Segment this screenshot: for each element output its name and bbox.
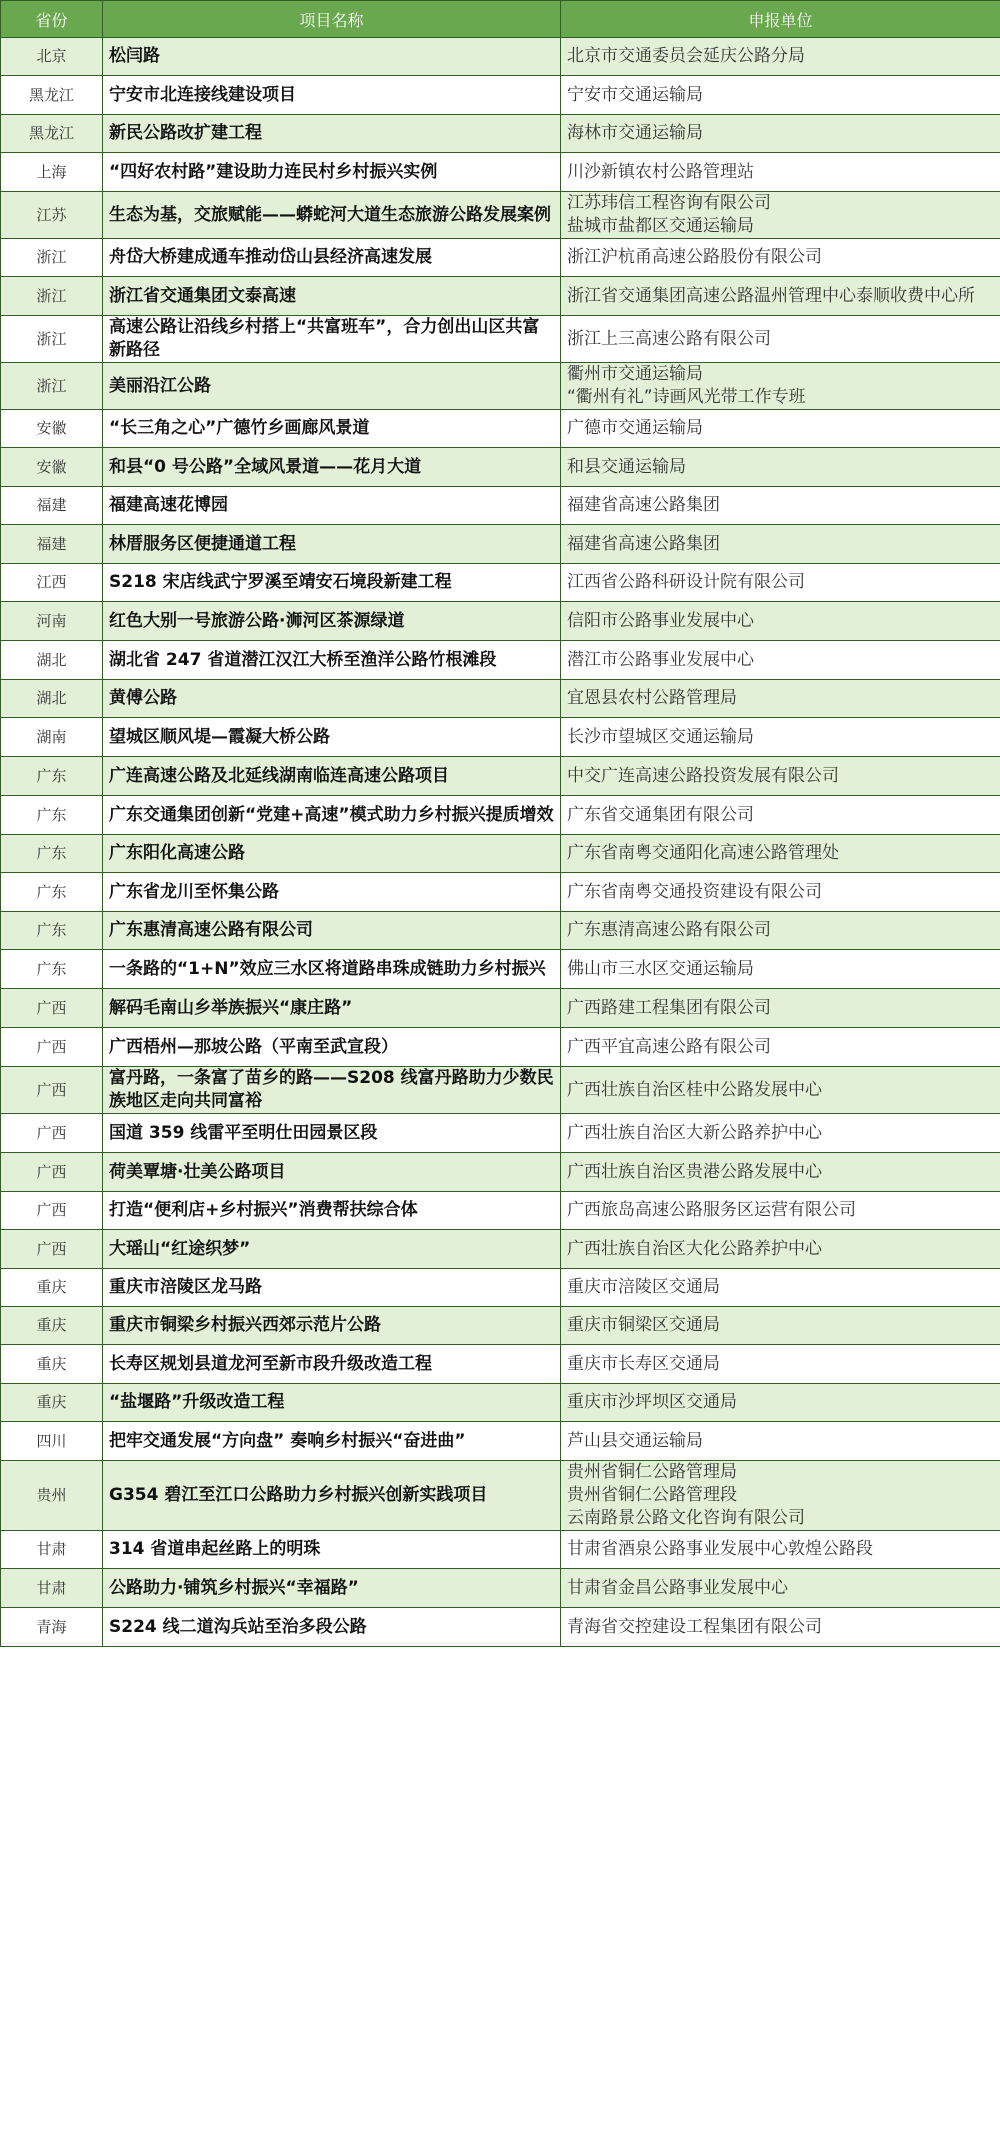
applicant-unit-line: 甘肃省酒泉公路事业发展中心敦煌公路段 — [567, 1539, 873, 1559]
province-cell: 浙江 — [1, 239, 103, 277]
applicant-unit-cell — [561, 38, 1000, 76]
applicant-unit-cell — [561, 602, 1000, 641]
province-cell: 广西 — [1, 1230, 103, 1269]
project-name-cell: 富丹路，一条富了苗乡的路——S208 线富丹路助力少数民族地区走向共同富裕 — [103, 1067, 561, 1114]
applicant-unit-line: 中交广连高速公路投资发展有限公司 — [567, 765, 839, 786]
project-name-cell: 重庆市涪陵区龙马路 — [103, 1269, 561, 1307]
project-name-cell: 舟岱大桥建成通车推动岱山县经济高速发展 — [103, 239, 561, 277]
project-name-cell: “四好农村路”建设助力连民村乡村振兴实例 — [103, 153, 561, 192]
applicant-unit-line: 云南路景公路文化咨询有限公司 — [567, 1508, 805, 1528]
applicant-unit-line: 广西旅岛高速公路服务区运营有限公司 — [567, 1200, 856, 1220]
project-name-cell: 湖北省 247 省道潜江汉江大桥至渔洋公路竹根滩段 — [103, 641, 561, 680]
table-row — [1, 277, 1000, 316]
applicant-unit-line: 重庆市沙坪坝区交通局 — [567, 1392, 737, 1412]
table-row — [1, 1192, 1000, 1230]
province-cell: 上海 — [1, 153, 103, 192]
table-row — [1, 38, 1000, 76]
province-cell: 福建 — [1, 487, 103, 525]
applicant-unit-line: 盐城市盐都区交通运输局 — [567, 216, 754, 236]
table-row — [1, 239, 1000, 277]
applicant-unit-cell — [561, 487, 1000, 525]
applicant-unit-cell — [561, 989, 1000, 1028]
table-row — [1, 796, 1000, 835]
applicant-unit-cell — [561, 1461, 1000, 1531]
province-cell: 江西 — [1, 564, 103, 602]
applicant-unit-line: 广东省南粤交通投资建设有限公司 — [567, 881, 822, 902]
project-name-cell: 生态为基，交旅赋能——蟒蛇河大道生态旅游公路发展案例 — [103, 192, 561, 239]
project-name-cell: 大瑶山“红途织梦” — [103, 1230, 561, 1269]
project-name-cell: 广西梧州—那坡公路（平南至武宣段） — [103, 1028, 561, 1067]
project-name-cell: 广东阳化高速公路 — [103, 835, 561, 873]
project-name-cell: “长三角之心”广德竹乡画廊风景道 — [103, 410, 561, 448]
applicant-unit-line: 贵州省铜仁公路管理局 — [567, 1462, 737, 1482]
table-row — [1, 757, 1000, 796]
table-row — [1, 873, 1000, 912]
applicant-unit-cell — [561, 757, 1000, 796]
project-name-cell: 广东惠清高速公路有限公司 — [103, 912, 561, 950]
applicant-unit-cell — [561, 680, 1000, 718]
applicant-unit-cell — [561, 873, 1000, 912]
applicant-unit-cell — [561, 1067, 1000, 1114]
table-row — [1, 950, 1000, 989]
applicant-unit-line: 浙江沪杭甬高速公路股份有限公司 — [567, 247, 822, 267]
table-row — [1, 989, 1000, 1028]
applicant-unit-cell — [561, 1230, 1000, 1269]
applicant-unit-line: 广德市交通运输局 — [567, 418, 703, 438]
project-name-cell: 广东省龙川至怀集公路 — [103, 873, 561, 912]
table-row — [1, 1114, 1000, 1153]
project-name-cell: “盐堰路”升级改造工程 — [103, 1384, 561, 1422]
province-cell: 重庆 — [1, 1345, 103, 1384]
province-cell: 广西 — [1, 1153, 103, 1192]
applicant-unit-line: 福建省高速公路集团 — [567, 533, 720, 554]
header-applicant-unit: 申报单位 — [561, 1, 1000, 38]
province-cell: 河南 — [1, 602, 103, 641]
project-name-cell: 红色大别一号旅游公路·浉河区茶源绿道 — [103, 602, 561, 641]
project-name-cell: S218 宋店线武宁罗溪至靖安石境段新建工程 — [103, 564, 561, 602]
project-name-cell: 望城区顺风堤—霞凝大桥公路 — [103, 718, 561, 757]
applicant-unit-cell — [561, 410, 1000, 448]
applicant-unit-line: 江苏玮信工程咨询有限公司 — [567, 193, 771, 213]
applicant-unit-line: 北京市交通委员会延庆公路分局 — [567, 46, 805, 66]
table-row — [1, 1422, 1000, 1461]
table-row — [1, 1067, 1000, 1114]
applicant-unit-cell — [561, 153, 1000, 192]
table-row — [1, 1569, 1000, 1608]
project-name-cell: 和县“0 号公路”全域风景道——花月大道 — [103, 448, 561, 487]
province-cell: 广东 — [1, 873, 103, 912]
applicant-unit-cell — [561, 835, 1000, 873]
applicant-unit-line: 信阳市公路事业发展中心 — [567, 610, 754, 631]
province-cell: 北京 — [1, 38, 103, 76]
applicant-unit-line: 重庆市长寿区交通局 — [567, 1353, 720, 1374]
applicant-unit-cell — [561, 192, 1000, 239]
project-name-cell: S224 线二道沟兵站至治多段公路 — [103, 1608, 561, 1647]
header-province: 省份 — [1, 1, 103, 38]
applicant-unit-line: 广西壮族自治区大化公路养护中心 — [567, 1238, 822, 1259]
applicant-unit-line: 广东省交通集团有限公司 — [567, 804, 754, 825]
applicant-unit-cell — [561, 239, 1000, 277]
province-cell: 重庆 — [1, 1269, 103, 1307]
province-cell: 湖南 — [1, 718, 103, 757]
applicant-unit-line: 甘肃省金昌公路事业发展中心 — [567, 1577, 788, 1598]
applicant-unit-line: 潜江市公路事业发展中心 — [567, 649, 754, 670]
table-row — [1, 1461, 1000, 1531]
table-row — [1, 1307, 1000, 1345]
province-cell: 安徽 — [1, 410, 103, 448]
project-name-cell: 公路助力·铺筑乡村振兴“幸福路” — [103, 1569, 561, 1608]
province-cell: 湖北 — [1, 641, 103, 680]
table-row — [1, 76, 1000, 115]
applicant-unit-line: 衢州市交通运输局 — [567, 364, 703, 384]
project-name-cell: 新民公路改扩建工程 — [103, 115, 561, 153]
province-cell: 浙江 — [1, 277, 103, 316]
province-cell: 浙江 — [1, 316, 103, 363]
applicant-unit-line: 广东省南粤交通阳化高速公路管理处 — [567, 843, 839, 863]
applicant-unit-cell — [561, 525, 1000, 564]
table-row — [1, 641, 1000, 680]
applicant-unit-cell — [561, 1531, 1000, 1569]
project-name-cell: 一条路的“1+N”效应三水区将道路串珠成链助力乡村振兴 — [103, 950, 561, 989]
table-row — [1, 835, 1000, 873]
applicant-unit-cell — [561, 1422, 1000, 1461]
project-name-cell: 广东交通集团创新“党建+高速”模式助力乡村振兴提质增效 — [103, 796, 561, 835]
province-cell: 广东 — [1, 950, 103, 989]
province-cell: 浙江 — [1, 363, 103, 410]
table-row — [1, 912, 1000, 950]
table-row — [1, 602, 1000, 641]
province-cell: 广西 — [1, 1192, 103, 1230]
applicant-unit-line: 广西壮族自治区贵港公路发展中心 — [567, 1161, 822, 1182]
table-row — [1, 316, 1000, 363]
applicant-unit-cell — [561, 115, 1000, 153]
project-name-cell: 荷美覃塘·壮美公路项目 — [103, 1153, 561, 1192]
applicant-unit-line: 福建省高速公路集团 — [567, 495, 720, 515]
province-cell: 贵州 — [1, 1461, 103, 1531]
project-name-cell: 浙江省交通集团文泰高速 — [103, 277, 561, 316]
applicant-unit-line: 长沙市望城区交通运输局 — [567, 726, 754, 747]
table-row — [1, 1384, 1000, 1422]
applicant-unit-line: 重庆市铜梁区交通局 — [567, 1315, 720, 1335]
applicant-unit-cell — [561, 1192, 1000, 1230]
applicant-unit-cell — [561, 564, 1000, 602]
applicant-unit-line: 广西路建工程集团有限公司 — [567, 997, 771, 1018]
applicant-unit-line: 青海省交控建设工程集团有限公司 — [567, 1616, 822, 1637]
table-row — [1, 680, 1000, 718]
province-cell: 广东 — [1, 796, 103, 835]
table-row — [1, 1028, 1000, 1067]
applicant-unit-line: 海林市交通运输局 — [567, 123, 703, 143]
table-row — [1, 525, 1000, 564]
province-cell: 福建 — [1, 525, 103, 564]
project-name-cell: 国道 359 线雷平至明仕田园景区段 — [103, 1114, 561, 1153]
project-name-cell: 黄傅公路 — [103, 680, 561, 718]
applicant-unit-cell — [561, 912, 1000, 950]
province-cell: 广西 — [1, 989, 103, 1028]
applicant-unit-cell — [561, 718, 1000, 757]
applicant-unit-cell — [561, 1569, 1000, 1608]
province-cell: 甘肃 — [1, 1569, 103, 1608]
applicant-unit-line: 广西壮族自治区大新公路养护中心 — [567, 1122, 822, 1143]
table-row — [1, 1531, 1000, 1569]
applicant-unit-line: “衢州有礼”诗画风光带工作专班 — [567, 387, 806, 407]
applicant-unit-cell — [561, 277, 1000, 316]
project-name-cell: 长寿区规划县道龙河至新市段升级改造工程 — [103, 1345, 561, 1384]
table-row — [1, 487, 1000, 525]
project-name-cell: 314 省道串起丝路上的明珠 — [103, 1531, 561, 1569]
applicant-unit-cell — [561, 448, 1000, 487]
header-project-name: 项目名称 — [103, 1, 561, 38]
table-row — [1, 363, 1000, 410]
province-cell: 青海 — [1, 1608, 103, 1647]
applicant-unit-cell — [561, 796, 1000, 835]
applicant-unit-line: 江西省公路科研设计院有限公司 — [567, 572, 805, 592]
applicant-unit-line: 浙江省交通集团高速公路温州管理中心泰顺收费中心所 — [567, 285, 975, 306]
project-name-cell: G354 碧江至江口公路助力乡村振兴创新实践项目 — [103, 1461, 561, 1531]
applicant-unit-line: 广西平宜高速公路有限公司 — [567, 1036, 771, 1057]
table-body — [1, 38, 1000, 1647]
province-cell: 四川 — [1, 1422, 103, 1461]
project-name-cell: 重庆市铜梁乡村振兴西郊示范片公路 — [103, 1307, 561, 1345]
project-name-cell: 广连高速公路及北延线湖南临连高速公路项目 — [103, 757, 561, 796]
province-cell: 广东 — [1, 912, 103, 950]
applicant-unit-cell — [561, 316, 1000, 363]
province-cell: 广东 — [1, 835, 103, 873]
applicant-unit-cell — [561, 1307, 1000, 1345]
project-name-cell: 松闫路 — [103, 38, 561, 76]
table-row — [1, 718, 1000, 757]
table-row — [1, 192, 1000, 239]
project-name-cell: 打造“便利店+乡村振兴”消费帮扶综合体 — [103, 1192, 561, 1230]
province-cell: 黑龙江 — [1, 115, 103, 153]
province-cell: 黑龙江 — [1, 76, 103, 115]
province-cell: 广东 — [1, 757, 103, 796]
applicant-unit-cell — [561, 76, 1000, 115]
applicant-unit-cell — [561, 1384, 1000, 1422]
applicant-unit-line: 宁安市交通运输局 — [567, 84, 703, 105]
table-row — [1, 1269, 1000, 1307]
province-cell: 安徽 — [1, 448, 103, 487]
applicant-unit-cell — [561, 1153, 1000, 1192]
applicant-unit-cell — [561, 1114, 1000, 1153]
province-cell: 广西 — [1, 1114, 103, 1153]
project-name-cell: 林厝服务区便捷通道工程 — [103, 525, 561, 564]
table-row — [1, 153, 1000, 192]
table-row — [1, 448, 1000, 487]
table-row — [1, 410, 1000, 448]
province-cell: 江苏 — [1, 192, 103, 239]
applicant-unit-line: 佛山市三水区交通运输局 — [567, 958, 754, 979]
province-cell: 广西 — [1, 1028, 103, 1067]
project-name-cell: 高速公路让沿线乡村搭上“共富班车”，合力创出山区共富新路径 — [103, 316, 561, 363]
project-name-cell: 把牢交通发展“方向盘” 奏响乡村振兴“奋进曲” — [103, 1422, 561, 1461]
project-name-cell: 宁安市北连接线建设项目 — [103, 76, 561, 115]
province-cell: 甘肃 — [1, 1531, 103, 1569]
province-cell: 重庆 — [1, 1307, 103, 1345]
province-cell: 湖北 — [1, 680, 103, 718]
applicant-unit-line: 贵州省铜仁公路管理段 — [567, 1485, 737, 1505]
applicant-unit-line: 广西壮族自治区桂中公路发展中心 — [567, 1079, 822, 1100]
applicant-unit-cell — [561, 363, 1000, 410]
applicant-unit-line: 芦山县交通运输局 — [567, 1430, 703, 1451]
project-name-cell: 福建高速花博园 — [103, 487, 561, 525]
applicant-unit-line: 宜恩县农村公路管理局 — [567, 688, 737, 708]
table-row — [1, 564, 1000, 602]
project-name-cell: 解码毛南山乡举族振兴“康庄路” — [103, 989, 561, 1028]
table-row — [1, 1230, 1000, 1269]
table-row — [1, 115, 1000, 153]
applicant-unit-cell — [561, 1028, 1000, 1067]
province-cell: 广西 — [1, 1067, 103, 1114]
header-row — [1, 1, 1000, 38]
applicant-unit-cell — [561, 1269, 1000, 1307]
applicant-unit-line: 广东惠清高速公路有限公司 — [567, 920, 771, 940]
applicant-unit-line: 浙江上三高速公路有限公司 — [567, 328, 771, 349]
applicant-unit-cell — [561, 950, 1000, 989]
applicant-unit-line: 和县交通运输局 — [567, 456, 686, 477]
applicant-unit-cell — [561, 1345, 1000, 1384]
applicant-unit-cell — [561, 641, 1000, 680]
project-name-cell: 美丽沿江公路 — [103, 363, 561, 410]
table-row — [1, 1608, 1000, 1647]
applicant-unit-cell — [561, 1608, 1000, 1647]
applicant-unit-line: 川沙新镇农村公路管理站 — [567, 161, 754, 182]
province-cell: 重庆 — [1, 1384, 103, 1422]
table-row — [1, 1345, 1000, 1384]
table-row — [1, 1153, 1000, 1192]
applicant-unit-line: 重庆市涪陵区交通局 — [567, 1277, 720, 1297]
